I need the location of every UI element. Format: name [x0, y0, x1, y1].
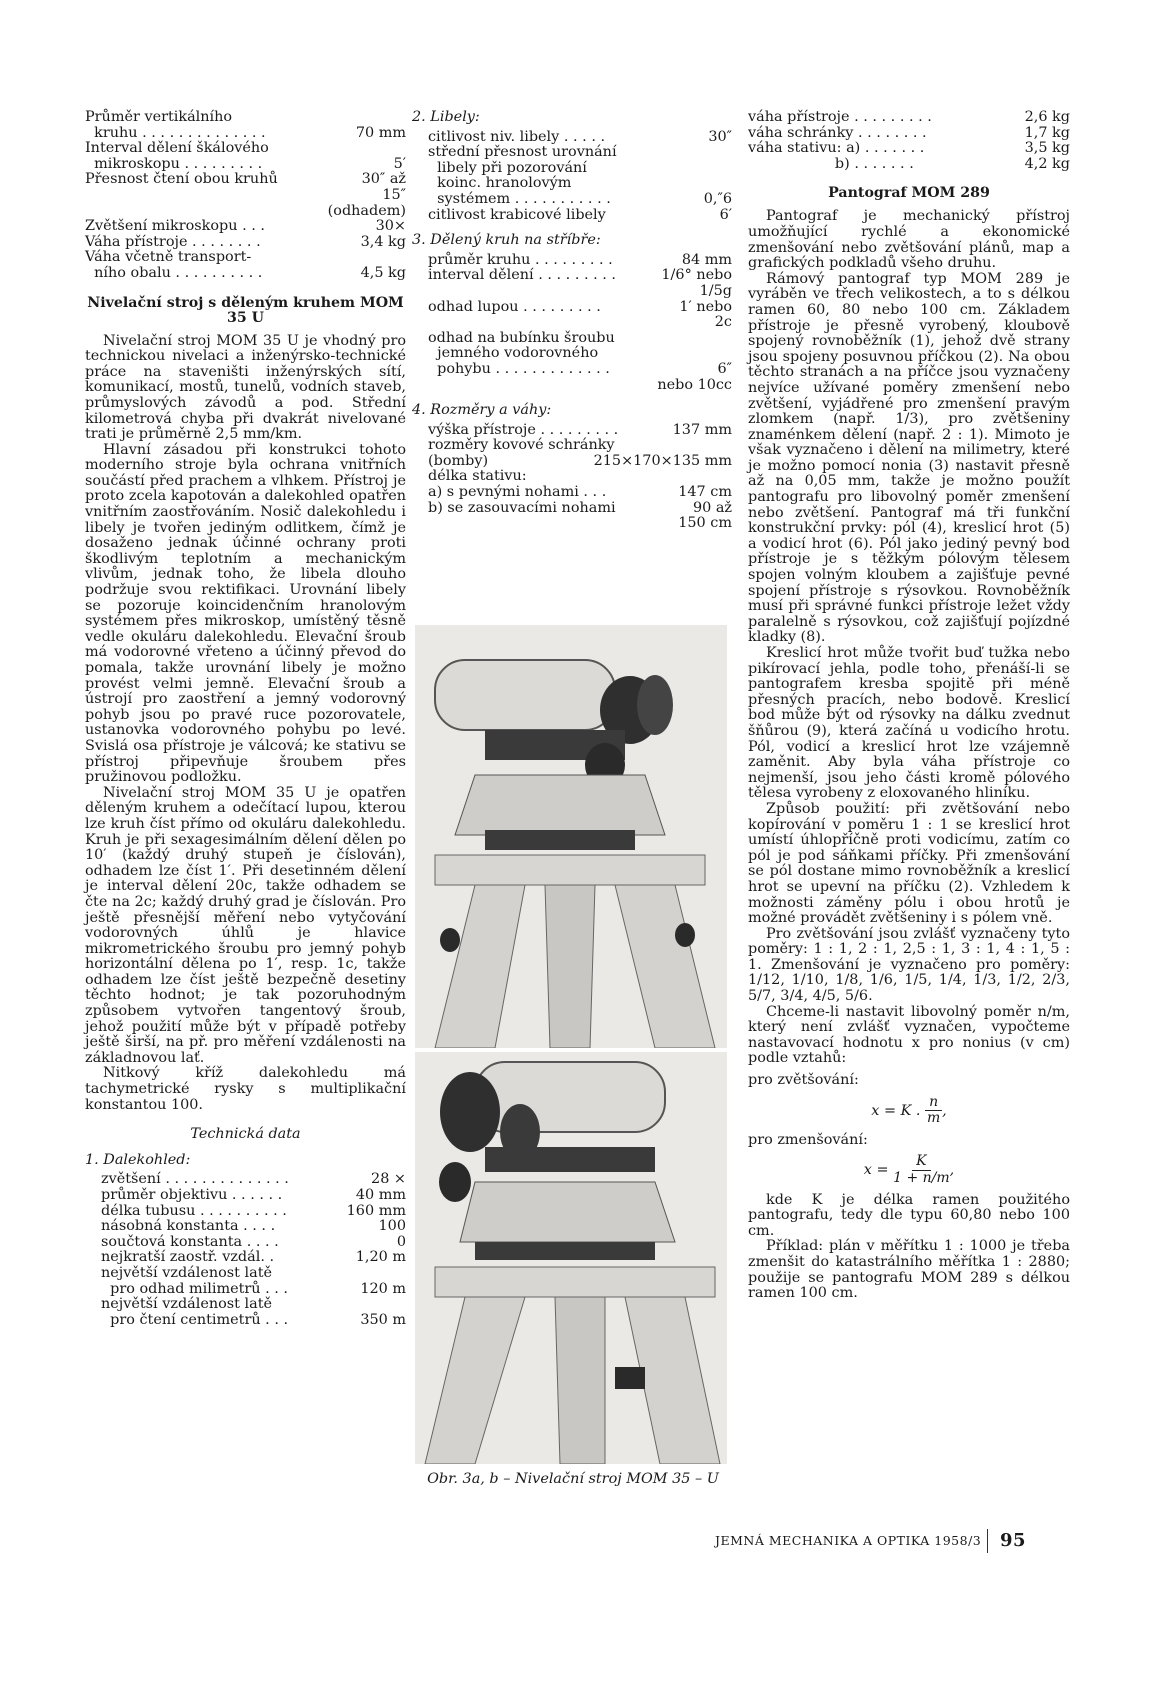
numerator: K — [912, 1154, 930, 1171]
instrument-specs — [85, 110, 406, 282]
spec-label: pohybu . . . . . . . . . . . . . — [428, 360, 610, 377]
tech-data-title: Technická data — [190, 1126, 301, 1143]
spec-value: 30″ — [708, 128, 732, 145]
spec-label: koinc. hranolovým — [428, 175, 572, 192]
paragraph: kde K je délka ramen použitého pantografu, tedy dle typu 60,80 nebo 100 cm. — [748, 1191, 1070, 1239]
spec-value: 84 mm — [681, 251, 732, 268]
spec-row — [428, 423, 732, 439]
column-2 — [412, 110, 732, 532]
spec-value: 6′ — [719, 206, 732, 223]
spec-label: citlivost niv. libely . . . . . — [428, 128, 606, 145]
spec-label: systémem . . . . . . . . . . . — [428, 190, 611, 207]
spec-row — [85, 188, 406, 204]
paragraph: Chceme-li nastavit libovolný poměr n/m, který není zvlášť vyznačen, vypočteme nastavovací hodnotu x pro nonius (v cm) podle vztahů: — [748, 1003, 1070, 1067]
spec-value: 30× — [375, 218, 406, 235]
tech-section-dalekohled: 1. Dalekohled: — [85, 1151, 191, 1168]
spec-row — [428, 516, 732, 532]
spec-value: 5′ — [393, 155, 406, 172]
spec-value: 40 mm — [355, 1187, 406, 1203]
formula-zvetsovani: x = K . $\frac{n}{m}$ , — [871, 1093, 947, 1127]
rozmery-table — [412, 423, 732, 532]
spec-label: b) se zasouvacími nohami — [428, 499, 616, 516]
spec-row — [428, 501, 732, 517]
spec-value: 4,2 kg — [1024, 155, 1070, 172]
spec-label: pro čtení centimetrů . . . — [101, 1311, 289, 1328]
spec-row — [428, 362, 732, 378]
fraction — [893, 1154, 950, 1186]
spec-value: nebo 10cc — [657, 376, 732, 393]
spec-label: zvětšení . . . . . . . . . . . . . . — [101, 1171, 289, 1188]
formula-lhs: x = K . — [871, 1102, 921, 1119]
spec-row — [428, 300, 732, 316]
spec-value: 0 — [396, 1233, 406, 1250]
formula-label-zvetsovani: pro zvětšování: — [748, 1072, 859, 1089]
paragraph: Kreslicí hrot může tvořit buď tužka nebo pikírovací jehla, podle toho, přenáší-li se pantografem kresba spojitě při méně přesných pracích, nebo bodově. Kreslicí bod může být od rýsovky na dálku zvednut šňůrou (9), která začíná u vodicího hrotu. Pól, vodicí a kreslicí hrot lze vzájemně zaměnit. Aby byla váha přístroje co nejmenší, jsou jeho části kromě pólového tělesa vyrobeny z eloxovaného hliníku. — [748, 645, 1070, 802]
libely-table — [412, 130, 732, 224]
paragraph: Nivelační stroj MOM 35 U je vhodný pro technickou nivelaci a inženýrsko-technické práce na staveništi inženýrských sítí, komunikací, mostů, tunelů, vodních staveb, průmyslových závodů a pod. Střední kilometrová chyba při dvakrát nivelované trati je průměrně 2,5 mm/km. — [85, 332, 406, 443]
spec-row — [101, 1313, 406, 1329]
spec-label: b) . . . . . . . — [748, 155, 914, 172]
column-3 — [748, 110, 1070, 1302]
spec-row — [101, 1250, 406, 1266]
spec-label: váha schránky . . . . . . . . — [748, 124, 927, 141]
spec-row — [428, 176, 732, 192]
tech-data-table — [85, 1172, 406, 1328]
spec-value: 2,6 kg — [1024, 109, 1070, 125]
spec-label: (bomby) — [428, 452, 489, 469]
figure-caption: Obr. 3a, b – Nivelační stroj MOM 35 – U — [427, 1471, 719, 1487]
spec-label: Váha přístroje . . . . . . . . — [85, 233, 261, 250]
spec-label: násobná konstanta . . . . — [101, 1218, 276, 1235]
spec-row — [101, 1172, 406, 1188]
spec-row — [85, 235, 406, 251]
paragraph: Rámový pantograf typ MOM 289 je vyráběn ve třech velikostech, a to s délkou ramen 60, 80 nebo 100 cm. Základem přístroje je přesně vyrobený, kloubově spojený rovnoběžník (1), jehož dvě strany jsou spojeny posuvnou příčkou (2). Na obou těchto stranách a na příčce jsou vyznačeny nejvíce užívané poměry zmenšení nebo zvětšení, vyjádřené pro zmenšení pravým zlomkem (např. 1/3), pro zvětšeniny znaménkem dělení (např. 2 : 1). Mimoto je však vyznačeno i dělení na milimetry, které je možno pomocí nonia (3) nastavit přesně až na 0,05 mm, takže je možno použít pantografu pro libovolný poměr zmenšení nebo zvětšení. Pantograf má tři funkční konstrukční prvky: pól (4), kreslicí hrot (5) a vodicí hrot (6). Pól jako jediný pevný bod přístroje je s těžkým pólovým tělesem spojen volným kloubem a zajišťuje pevné spojení přístroje s rýsovkou. Rovnoběžník musí při správné funkci přístroje ležet vždy paralelně s rýsovkou, což zajišťují pojízdné kladky (8). — [748, 270, 1070, 646]
spec-value: 28 × — [371, 1171, 406, 1188]
spec-label: interval dělení . . . . . . . . . — [428, 267, 616, 284]
spec-value: 1′ nebo — [679, 298, 732, 315]
spec-value: 1,20 m — [355, 1249, 406, 1266]
spec-row — [428, 469, 732, 485]
spec-label: váha přístroje . . . . . . . . . — [748, 109, 932, 125]
spec-row — [428, 268, 732, 284]
spec-row — [85, 141, 406, 157]
paragraph: Způsob použití: při zvětšování nebo kopírování v poměru 1 : 1 se kreslicí hrot umístí úhlopříčně proti vodicímu, zatím co pól je pod sáňkami příčky. Při zmenšování se pól dostane mimo rovnoběžník a kreslicí hrot se upevní na příčku (2). Vzhledem k možnosti záměny pólu i obou hrotů je možné provádět zvětšeniny i s pólem vně. — [748, 800, 1070, 927]
spec-row — [428, 253, 732, 269]
formula-zmensovani: x = $\frac{K}{1 + n/m}$ , — [863, 1153, 955, 1186]
spec-value: 6″ — [717, 360, 732, 377]
column-1 — [85, 110, 406, 1328]
formula-lhs: x = — [863, 1162, 889, 1179]
spec-label: největší vzdálenost latě — [101, 1296, 273, 1313]
spec-label: nejkratší zaostř. vzdál. . — [101, 1249, 275, 1266]
instrument-photo-b — [415, 1052, 727, 1464]
spec-row — [428, 130, 732, 146]
section-heading-pantograf: Pantograf MOM 289 — [828, 185, 990, 202]
spec-value: (odhadem) — [327, 202, 406, 219]
kruh-table — [412, 253, 732, 393]
spec-value: 100 — [378, 1218, 406, 1235]
spec-value: 30″ až — [361, 171, 406, 188]
spec-row — [85, 250, 406, 266]
paragraph: Příklad: plán v měřítku 1 : 1000 je třeba zmenšit do katastrálního měřítka 1 : 2880; použije se pantografu MOM 289 s délkou ramen 100 cm. — [748, 1238, 1070, 1302]
weights-table — [748, 110, 1070, 172]
spec-value: 147 cm — [678, 484, 732, 501]
instrument-photo-a — [415, 625, 727, 1048]
spec-value: 70 mm — [355, 124, 406, 141]
spec-value: 15″ — [382, 186, 406, 203]
spec-label: součtová konstanta . . . . — [101, 1233, 279, 1250]
spec-label: střední přesnost urovnání — [428, 144, 617, 161]
spec-row — [748, 126, 1070, 142]
spec-value: 2c — [714, 314, 732, 331]
spec-row — [85, 204, 406, 220]
spec-label: rozměry kovové schránky — [428, 437, 615, 454]
spec-row — [748, 110, 1070, 126]
spec-row — [428, 315, 732, 331]
spec-label: největší vzdálenost latě — [101, 1264, 273, 1281]
spec-label: jemného vodorovného — [428, 345, 599, 362]
spec-row — [428, 378, 732, 394]
spec-label: mikroskopu . . . . . . . . . — [85, 155, 263, 172]
spec-label: odhad lupou . . . . . . . . . — [428, 298, 601, 315]
spec-row — [428, 485, 732, 501]
spec-row — [748, 141, 1070, 157]
spec-row — [748, 157, 1070, 173]
spec-label: a) s pevnými nohami . . . — [428, 484, 607, 501]
spec-label: Váha včetně transport- — [85, 249, 252, 266]
body-text-tail — [748, 1193, 1070, 1302]
spec-value: 160 mm — [346, 1202, 406, 1219]
spec-row — [428, 438, 732, 454]
paragraph: Pro zvětšování jsou zvlášť vyznačeny tyto poměry: 1 : 1, 2 : 1, 2,5 : 1, 3 : 1, 4 : 1, 5 : 1. Zmenšování je vyznačeno pro poměry: 1/12, 1/10, 1/8, 1/6, 1/5, 1/4, 1/3, 1/2, 2/3, 5/7, 3/4, 4/5, 5/6. — [748, 925, 1070, 1005]
tech-section-rozmery: 4. Rozměry a váhy: — [412, 402, 552, 419]
spec-label: pro odhad milimetrů . . . — [101, 1280, 288, 1297]
spec-label: délka stativu: — [428, 468, 527, 485]
spec-value: 3,5 kg — [1024, 140, 1070, 157]
spec-row — [85, 126, 406, 142]
spec-row — [428, 208, 732, 224]
paragraph: Hlavní zásadou při konstrukci tohoto moderního stroje byla ochrana vnitřních součástí před prachem a vlhkem. Přístroj je proto zcela kapotován a dalekohled opatřen vnitřním zaostřováním. Nosič dalekohledu i libely je tvořen jediným odlitkem, čímž je dosaženo jednak účinné ochrany proti škodlivým teplotním a mechanickým vlivům, jednak toho, že libela dlouho podržuje svou rektifikaci. Urovnání libely se pozoruje koincidenčním hranolovým systémem přes mikroskop, umístěný těsně vedle okuláru dalekohledu. Elevační šroub má vodorovné vřeteno a účinný převod do pomala, takže urovnání libely je možno provést velmi jemně. Elevační šroub a ústrojí pro zaostření a jemný vodorovný pohyb jsou po pravé ruce pozorovatele, ustanovka vodorovného pohybu po levé. Svislá osa přístroje je válcová; ke stativu se přístroj připevňuje šroubem přes pružinovou podložku. — [85, 441, 406, 786]
section-heading-nivelacni-stroj: Nivelační stroj s děleným kruhem MOM 35 U — [87, 294, 404, 326]
spec-value: 3,4 kg — [360, 233, 406, 250]
tech-section-kruh: 3. Dělený kruh na stříbře: — [412, 232, 601, 249]
spec-value: 150 cm — [678, 515, 732, 532]
spec-value: 1,7 kg — [1024, 124, 1070, 141]
paragraph: Nivelační stroj MOM 35 U je opatřen děleným kruhem a odečítací lupou, kterou lze kruh číst přímo od okuláru dalekohledu. Kruh je při sexagesimálním dělení dělen po 10′ (každý druhý stupeň je číslován), odhadem lze číst 1′. Při desetinném dělení je interval dělení 20c, takže odhadem se čte na 2c; každý druhý grad je číslován. Pro ještě přesnější měření nebo vytyčování vodorovných úhlů je hlavice mikrometrického šroubu pro jemný pohyb horizontální dělena po 1′, resp. 1c, takže odhadem lze číst ještě bezpečně desetiny těchto hodnot; je tak pozoruhodným způsobem vytvořen tangentový šroub, jehož použití může být v případě potřeby ještě širší, na př. pro měření vzdálenosti na základnovou lať. — [85, 784, 406, 1066]
spec-value: 1/6° nebo — [661, 267, 732, 284]
page-footer — [715, 1530, 1075, 1551]
spec-label: výška přístroje . . . . . . . . . — [428, 421, 619, 438]
spec-value: 0,″6 — [703, 190, 732, 207]
spec-label: Interval dělení škálového — [85, 140, 269, 157]
numerator: n — [925, 1095, 942, 1112]
spec-row — [101, 1188, 406, 1204]
fraction — [925, 1095, 942, 1127]
spec-row — [85, 219, 406, 235]
spec-label: libely při pozorování — [428, 159, 587, 176]
tech-section-libely: 2. Libely: — [412, 109, 480, 125]
spec-label: odhad na bubínku šroubu — [428, 329, 615, 346]
denominator: m — [926, 1110, 941, 1127]
spec-value: 1/5g — [699, 282, 732, 299]
spec-row — [428, 454, 732, 470]
paragraph: Pantograf je mechanický přístroj umožňující rychlé a ekonomické zmenšování nebo zvětšování plánů, map a grafických podkladů všeho druhu. — [748, 208, 1070, 272]
body-text — [85, 334, 406, 1114]
spec-row — [428, 346, 732, 362]
spec-row — [428, 331, 732, 347]
spec-row — [85, 172, 406, 188]
spec-value: 137 mm — [672, 421, 732, 438]
denominator: 1 + n/m — [893, 1170, 950, 1186]
spec-row — [101, 1219, 406, 1235]
spec-label: Zvětšení mikroskopu . . . — [85, 218, 265, 235]
spec-label: průměr objektivu . . . . . . — [101, 1187, 283, 1203]
spec-row — [85, 110, 406, 126]
spec-label: kruhu . . . . . . . . . . . . . . — [85, 124, 266, 141]
body-text-pantograf — [748, 209, 1070, 1067]
spec-row — [428, 192, 732, 208]
spec-label: citlivost krabicové libely — [428, 206, 606, 223]
footer-divider — [987, 1529, 988, 1553]
level-instrument-illustration-a — [415, 625, 727, 1048]
spec-row — [101, 1204, 406, 1220]
spec-label: průměr kruhu . . . . . . . . . — [428, 251, 613, 268]
spec-row — [428, 145, 732, 161]
spec-row — [101, 1282, 406, 1298]
formula-label-zmensovani: pro zmenšování: — [748, 1131, 868, 1148]
spec-label: Průměr vertikálního — [85, 109, 233, 125]
spec-value: 90 až — [692, 499, 732, 516]
spec-row — [428, 284, 732, 300]
spec-row — [101, 1266, 406, 1282]
paragraph: Nitkový kříž dalekohledu má tachymetrické rysky s multiplikační konstantou 100. — [85, 1065, 406, 1113]
spec-value: 120 m — [360, 1280, 406, 1297]
spec-label: ního obalu . . . . . . . . . . — [85, 264, 263, 281]
spec-row — [101, 1297, 406, 1313]
spec-value: 215×170×135 mm — [593, 452, 732, 469]
spec-label: váha stativu: a) . . . . . . . — [748, 140, 925, 157]
page-number: 95 — [1000, 1530, 1027, 1551]
spec-row — [85, 266, 406, 282]
journal-name: JEMNÁ MECHANIKA A OPTIKA 1958/3 — [715, 1533, 982, 1548]
level-instrument-illustration-b — [415, 1052, 727, 1464]
spec-label: Přesnost čtení obou kruhů — [85, 171, 278, 188]
spec-value: 4,5 kg — [360, 264, 406, 281]
spec-value: 350 m — [360, 1311, 406, 1328]
spec-label: délka tubusu . . . . . . . . . . — [101, 1202, 287, 1219]
